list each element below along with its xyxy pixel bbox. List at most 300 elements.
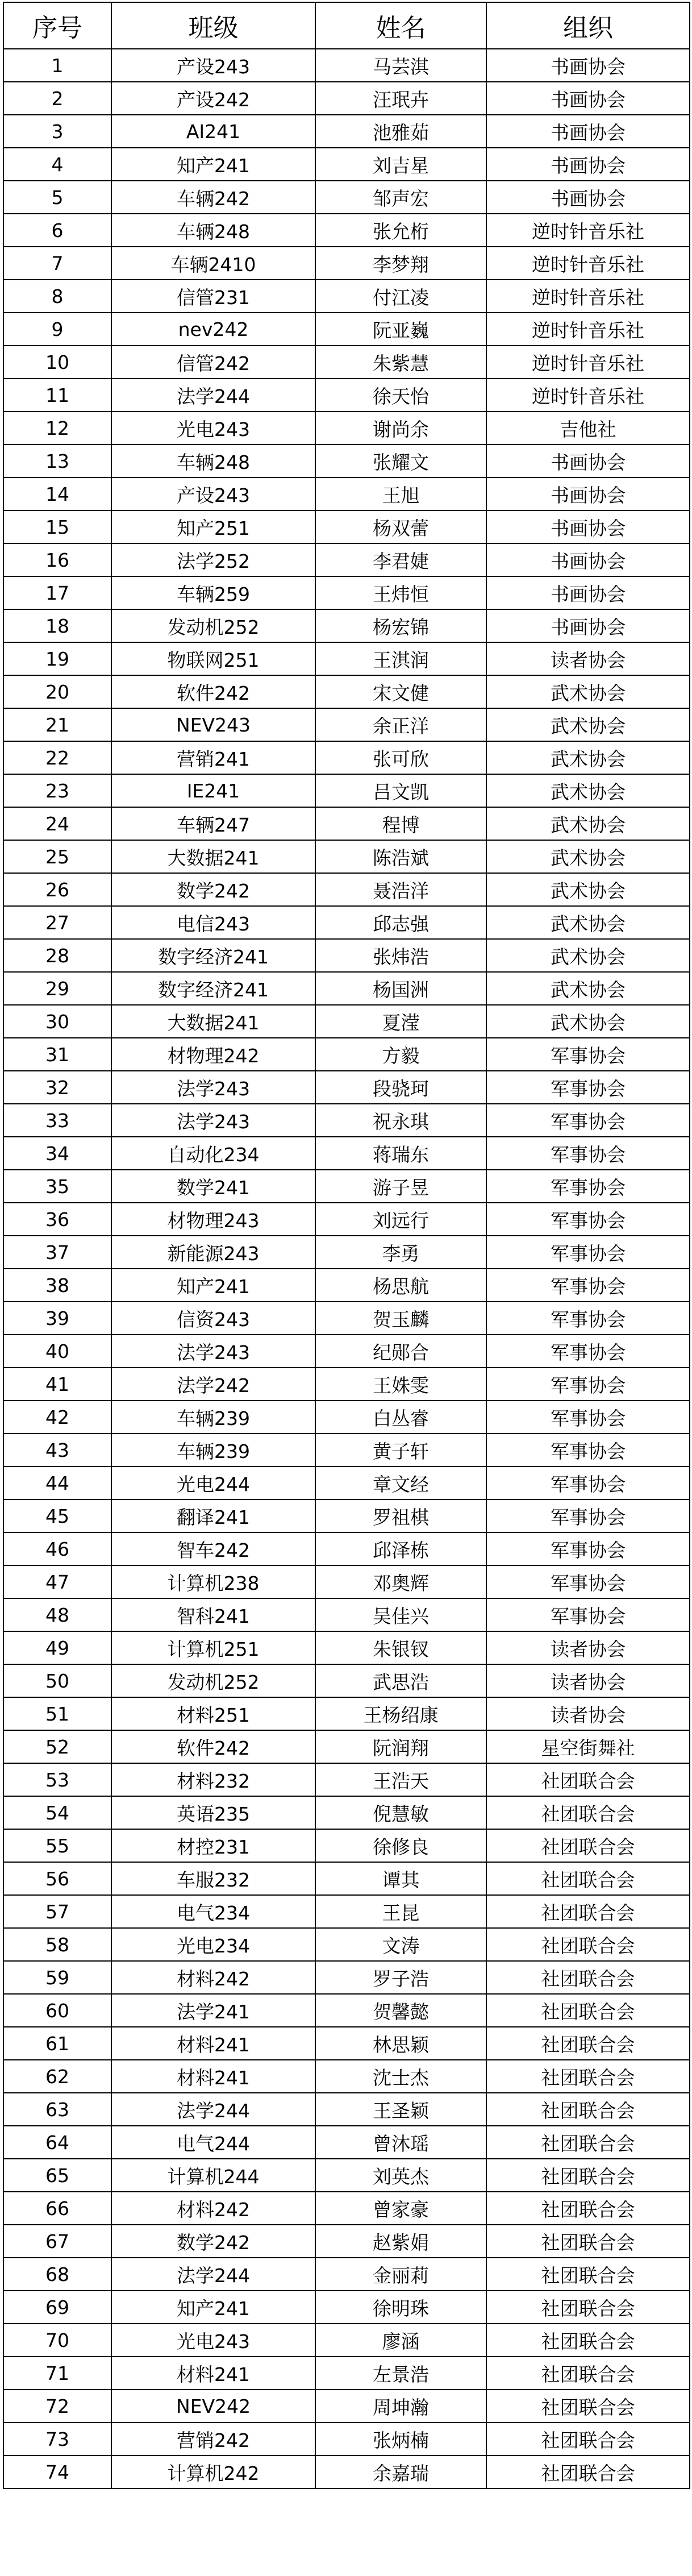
cell-class: 智科241 [111, 1598, 315, 1631]
cell-organization: 武术协会 [486, 807, 690, 840]
cell-number: 43 [3, 1434, 111, 1466]
table-row [3, 1005, 690, 1038]
cell-organization: 社团联合会 [486, 2324, 690, 2357]
cell-name: 白丛睿 [315, 1401, 486, 1434]
cell-name: 徐天怡 [315, 379, 486, 412]
cell-organization: 军事协会 [486, 1335, 690, 1368]
table-row [3, 675, 690, 708]
cell-number: 63 [3, 2093, 111, 2126]
cell-class: 车辆248 [111, 444, 315, 477]
table-row [3, 510, 690, 543]
cell-organization: 逆时针音乐社 [486, 313, 690, 346]
cell-class: AI241 [111, 115, 315, 148]
cell-organization: 星空街舞社 [486, 1730, 690, 1763]
table-row [3, 1763, 690, 1796]
cell-organization: 社团联合会 [486, 2291, 690, 2324]
cell-organization: 军事协会 [486, 1368, 690, 1401]
cell-class: 电气234 [111, 1895, 315, 1928]
cell-name: 曾沐瑶 [315, 2126, 486, 2159]
table-row [3, 1269, 690, 1302]
cell-organization: 读者协会 [486, 1664, 690, 1697]
cell-name: 廖涵 [315, 2324, 486, 2357]
cell-name: 余嘉瑞 [315, 2455, 486, 2488]
table-row [3, 1499, 690, 1532]
cell-organization: 社团联合会 [486, 2192, 690, 2225]
cell-class: 发动机252 [111, 1664, 315, 1697]
table-row [3, 1796, 690, 1829]
cell-organization: 社团联合会 [486, 1895, 690, 1928]
cell-name: 付江凌 [315, 280, 486, 313]
cell-number: 60 [3, 1994, 111, 2027]
cell-class: 计算机251 [111, 1631, 315, 1664]
cell-class: 知产251 [111, 510, 315, 543]
table-row [3, 1466, 690, 1499]
table-row [3, 2093, 690, 2126]
cell-organization: 军事协会 [486, 1071, 690, 1104]
cell-organization: 社团联合会 [486, 2126, 690, 2159]
table-row [3, 49, 690, 82]
cell-class: 车服232 [111, 1862, 315, 1895]
cell-number: 13 [3, 444, 111, 477]
cell-number: 70 [3, 2324, 111, 2357]
table-row [3, 2060, 690, 2093]
cell-name: 沈士杰 [315, 2060, 486, 2093]
cell-organization: 武术协会 [486, 675, 690, 708]
table-row [3, 346, 690, 379]
cell-class: 车辆259 [111, 576, 315, 609]
table-row [3, 2225, 690, 2258]
cell-number: 11 [3, 379, 111, 412]
cell-class: 车辆2410 [111, 247, 315, 280]
cell-number: 19 [3, 642, 111, 675]
cell-name: 宋文健 [315, 675, 486, 708]
cell-name: 李勇 [315, 1236, 486, 1269]
cell-class: 法学243 [111, 1104, 315, 1137]
table-row [3, 708, 690, 741]
cell-name: 刘远行 [315, 1203, 486, 1236]
cell-name: 吴佳兴 [315, 1598, 486, 1631]
cell-number: 48 [3, 1598, 111, 1631]
table-row [3, 2192, 690, 2225]
cell-number: 2 [3, 82, 111, 115]
cell-number: 23 [3, 774, 111, 807]
cell-number: 36 [3, 1203, 111, 1236]
cell-class: 信管231 [111, 280, 315, 313]
table-row [3, 1730, 690, 1763]
cell-name: 王浩天 [315, 1763, 486, 1796]
cell-name: 王淇润 [315, 642, 486, 675]
cell-class: 车辆239 [111, 1434, 315, 1466]
cell-name: 蒋瑞东 [315, 1137, 486, 1170]
cell-organization: 社团联合会 [486, 2423, 690, 2455]
table-row [3, 1532, 690, 1565]
cell-name: 武思浩 [315, 1664, 486, 1697]
cell-name: 章文经 [315, 1466, 486, 1499]
cell-number: 6 [3, 214, 111, 247]
cell-class: 数学242 [111, 873, 315, 906]
cell-organization: 社团联合会 [486, 2390, 690, 2423]
cell-organization: 社团联合会 [486, 2455, 690, 2488]
cell-class: 法学243 [111, 1071, 315, 1104]
table-row [3, 906, 690, 939]
cell-number: 35 [3, 1170, 111, 1203]
cell-class: 光电244 [111, 1466, 315, 1499]
cell-number: 44 [3, 1466, 111, 1499]
cell-organization: 武术协会 [486, 708, 690, 741]
cell-class: 光电243 [111, 412, 315, 444]
table-row [3, 2291, 690, 2324]
cell-class: IE241 [111, 774, 315, 807]
cell-class: 数字经济241 [111, 972, 315, 1005]
table-row [3, 609, 690, 642]
table-row [3, 1829, 690, 1862]
cell-class: 光电243 [111, 2324, 315, 2357]
cell-number: 1 [3, 49, 111, 82]
cell-name: 张可欣 [315, 741, 486, 774]
cell-organization: 书画协会 [486, 477, 690, 510]
cell-name: 张允桁 [315, 214, 486, 247]
cell-name: 游子昱 [315, 1170, 486, 1203]
table-row [3, 1928, 690, 1961]
cell-class: 材料241 [111, 2357, 315, 2390]
cell-class: 数字经济241 [111, 939, 315, 972]
table-row [3, 2357, 690, 2390]
cell-number: 39 [3, 1302, 111, 1335]
cell-organization: 武术协会 [486, 906, 690, 939]
table-row [3, 1697, 690, 1730]
table-row [3, 1236, 690, 1269]
table-row [3, 1071, 690, 1104]
cell-number: 9 [3, 313, 111, 346]
cell-organization: 军事协会 [486, 1236, 690, 1269]
table-row [3, 247, 690, 280]
cell-number: 16 [3, 543, 111, 576]
cell-organization: 逆时针音乐社 [486, 346, 690, 379]
cell-name: 曾家豪 [315, 2192, 486, 2225]
cell-class: nev242 [111, 313, 315, 346]
cell-class: 产设243 [111, 49, 315, 82]
cell-name: 刘英杰 [315, 2159, 486, 2192]
cell-class: 电气244 [111, 2126, 315, 2159]
cell-name: 张耀文 [315, 444, 486, 477]
cell-name: 杨宏锦 [315, 609, 486, 642]
cell-class: 发动机252 [111, 609, 315, 642]
table-row [3, 1598, 690, 1631]
cell-organization: 书画协会 [486, 82, 690, 115]
cell-name: 吕文凯 [315, 774, 486, 807]
cell-name: 徐修良 [315, 1829, 486, 1862]
cell-organization: 军事协会 [486, 1532, 690, 1565]
cell-number: 55 [3, 1829, 111, 1862]
cell-class: 车辆247 [111, 807, 315, 840]
table-row [3, 2027, 690, 2060]
cell-organization: 军事协会 [486, 1038, 690, 1071]
cell-number: 26 [3, 873, 111, 906]
cell-organization: 社团联合会 [486, 1994, 690, 2027]
cell-organization: 军事协会 [486, 1466, 690, 1499]
cell-number: 66 [3, 2192, 111, 2225]
table-row [3, 181, 690, 214]
cell-organization: 书画协会 [486, 510, 690, 543]
cell-name: 池雅茹 [315, 115, 486, 148]
table-header [3, 2, 690, 49]
cell-class: 自动化234 [111, 1137, 315, 1170]
cell-organization: 军事协会 [486, 1302, 690, 1335]
table-row [3, 1368, 690, 1401]
column-header-organization: 组织 [486, 2, 690, 49]
cell-organization: 武术协会 [486, 774, 690, 807]
cell-number: 30 [3, 1005, 111, 1038]
cell-organization: 武术协会 [486, 972, 690, 1005]
table-row [3, 939, 690, 972]
cell-number: 12 [3, 412, 111, 444]
cell-name: 王昆 [315, 1895, 486, 1928]
table-row [3, 214, 690, 247]
cell-organization: 书画协会 [486, 115, 690, 148]
cell-number: 42 [3, 1401, 111, 1434]
cell-class: 营销242 [111, 2423, 315, 2455]
cell-organization: 社团联合会 [486, 2093, 690, 2126]
cell-organization: 吉他社 [486, 412, 690, 444]
cell-organization: 读者协会 [486, 1631, 690, 1664]
cell-name: 张炜浩 [315, 939, 486, 972]
cell-number: 38 [3, 1269, 111, 1302]
cell-class: 法学243 [111, 1335, 315, 1368]
table-row [3, 379, 690, 412]
table-row [3, 412, 690, 444]
cell-class: 信管242 [111, 346, 315, 379]
cell-number: 49 [3, 1631, 111, 1664]
cell-number: 37 [3, 1236, 111, 1269]
table-row [3, 1565, 690, 1598]
cell-number: 47 [3, 1565, 111, 1598]
cell-number: 54 [3, 1796, 111, 1829]
cell-number: 73 [3, 2423, 111, 2455]
cell-name: 周坤瀚 [315, 2390, 486, 2423]
cell-class: 智车242 [111, 1532, 315, 1565]
cell-class: 法学252 [111, 543, 315, 576]
cell-organization: 社团联合会 [486, 1961, 690, 1994]
cell-class: 法学244 [111, 2258, 315, 2291]
table-row [3, 1302, 690, 1335]
cell-number: 68 [3, 2258, 111, 2291]
cell-number: 46 [3, 1532, 111, 1565]
cell-organization: 军事协会 [486, 1269, 690, 1302]
cell-name: 祝永琪 [315, 1104, 486, 1137]
cell-name: 程博 [315, 807, 486, 840]
cell-organization: 武术协会 [486, 741, 690, 774]
cell-class: 软件242 [111, 1730, 315, 1763]
cell-number: 52 [3, 1730, 111, 1763]
cell-number: 61 [3, 2027, 111, 2060]
cell-name: 左景浩 [315, 2357, 486, 2390]
cell-class: 光电234 [111, 1928, 315, 1961]
cell-organization: 书画协会 [486, 444, 690, 477]
cell-name: 谢尚余 [315, 412, 486, 444]
cell-organization: 逆时针音乐社 [486, 379, 690, 412]
table-row [3, 2159, 690, 2192]
cell-name: 赵紫娟 [315, 2225, 486, 2258]
cell-organization: 社团联合会 [486, 2357, 690, 2390]
cell-organization: 社团联合会 [486, 1829, 690, 1862]
table-row [3, 807, 690, 840]
cell-class: 翻译241 [111, 1499, 315, 1532]
cell-name: 谭其 [315, 1862, 486, 1895]
table-row [3, 1631, 690, 1664]
cell-name: 夏滢 [315, 1005, 486, 1038]
table-row [3, 2390, 690, 2423]
cell-number: 14 [3, 477, 111, 510]
table-row [3, 1862, 690, 1895]
cell-organization: 军事协会 [486, 1401, 690, 1434]
cell-name: 阮润翔 [315, 1730, 486, 1763]
cell-number: 15 [3, 510, 111, 543]
cell-organization: 书画协会 [486, 576, 690, 609]
cell-number: 50 [3, 1664, 111, 1697]
cell-name: 倪慧敏 [315, 1796, 486, 1829]
table-row [3, 972, 690, 1005]
table-row [3, 2258, 690, 2291]
cell-organization: 武术协会 [486, 1005, 690, 1038]
cell-class: 计算机242 [111, 2455, 315, 2488]
cell-class: 大数据241 [111, 840, 315, 873]
cell-number: 51 [3, 1697, 111, 1730]
cell-class: 知产241 [111, 2291, 315, 2324]
cell-name: 罗祖棋 [315, 1499, 486, 1532]
cell-organization: 社团联合会 [486, 1862, 690, 1895]
cell-number: 3 [3, 115, 111, 148]
cell-number: 45 [3, 1499, 111, 1532]
cell-name: 阮亚巍 [315, 313, 486, 346]
cell-name: 张炳楠 [315, 2423, 486, 2455]
cell-class: 信资243 [111, 1302, 315, 1335]
cell-class: 车辆242 [111, 181, 315, 214]
cell-organization: 书画协会 [486, 609, 690, 642]
cell-organization: 书画协会 [486, 543, 690, 576]
cell-name: 汪珉卉 [315, 82, 486, 115]
cell-organization: 社团联合会 [486, 1928, 690, 1961]
cell-name: 王旭 [315, 477, 486, 510]
cell-name: 贺玉麟 [315, 1302, 486, 1335]
cell-name: 杨国洲 [315, 972, 486, 1005]
cell-class: 大数据241 [111, 1005, 315, 1038]
cell-organization: 社团联合会 [486, 1796, 690, 1829]
cell-name: 徐明珠 [315, 2291, 486, 2324]
cell-class: 计算机244 [111, 2159, 315, 2192]
cell-organization: 社团联合会 [486, 2159, 690, 2192]
cell-number: 18 [3, 609, 111, 642]
table-row [3, 1961, 690, 1994]
table-row [3, 1335, 690, 1368]
cell-number: 24 [3, 807, 111, 840]
cell-class: 产设243 [111, 477, 315, 510]
cell-class: 数学241 [111, 1170, 315, 1203]
cell-class: NEV242 [111, 2390, 315, 2423]
table-row [3, 1664, 690, 1697]
cell-number: 71 [3, 2357, 111, 2390]
cell-organization: 社团联合会 [486, 1763, 690, 1796]
cell-class: 软件242 [111, 675, 315, 708]
cell-class: 电信243 [111, 906, 315, 939]
cell-class: 材料232 [111, 1763, 315, 1796]
cell-number: 33 [3, 1104, 111, 1137]
cell-name: 聂浩洋 [315, 873, 486, 906]
table-row [3, 1038, 690, 1071]
cell-number: 64 [3, 2126, 111, 2159]
cell-class: 计算机238 [111, 1565, 315, 1598]
cell-name: 邹声宏 [315, 181, 486, 214]
cell-class: 新能源243 [111, 1236, 315, 1269]
cell-number: 5 [3, 181, 111, 214]
table-row [3, 543, 690, 576]
cell-organization: 军事协会 [486, 1137, 690, 1170]
cell-organization: 军事协会 [486, 1203, 690, 1236]
column-header-name: 姓名 [315, 2, 486, 49]
cell-organization: 读者协会 [486, 642, 690, 675]
table-row [3, 1203, 690, 1236]
cell-name: 朱银钗 [315, 1631, 486, 1664]
cell-organization: 逆时针音乐社 [486, 247, 690, 280]
cell-class: 法学244 [111, 379, 315, 412]
table-row [3, 642, 690, 675]
table-row [3, 576, 690, 609]
cell-number: 17 [3, 576, 111, 609]
cell-class: 材料251 [111, 1697, 315, 1730]
cell-class: 车辆239 [111, 1401, 315, 1434]
cell-name: 王炜恒 [315, 576, 486, 609]
cell-organization: 读者协会 [486, 1697, 690, 1730]
cell-name: 王姝雯 [315, 1368, 486, 1401]
cell-organization: 社团联合会 [486, 2060, 690, 2093]
cell-name: 罗子浩 [315, 1961, 486, 1994]
table-row [3, 280, 690, 313]
cell-number: 58 [3, 1928, 111, 1961]
table-row [3, 444, 690, 477]
cell-number: 72 [3, 2390, 111, 2423]
cell-class: 材物理242 [111, 1038, 315, 1071]
cell-number: 21 [3, 708, 111, 741]
cell-number: 34 [3, 1137, 111, 1170]
table-row [3, 2455, 690, 2488]
cell-class: 材料241 [111, 2060, 315, 2093]
table-row [3, 741, 690, 774]
table-row [3, 873, 690, 906]
cell-name: 邓奥辉 [315, 1565, 486, 1598]
column-header-class: 班级 [111, 2, 315, 49]
cell-name: 马芸淇 [315, 49, 486, 82]
table-row [3, 115, 690, 148]
roster-table [3, 2, 690, 2489]
column-header-number: 序号 [3, 2, 111, 49]
cell-number: 27 [3, 906, 111, 939]
cell-number: 29 [3, 972, 111, 1005]
cell-name: 金丽莉 [315, 2258, 486, 2291]
cell-name: 陈浩斌 [315, 840, 486, 873]
cell-name: 黄子轩 [315, 1434, 486, 1466]
cell-number: 41 [3, 1368, 111, 1401]
cell-name: 杨双蕾 [315, 510, 486, 543]
cell-number: 28 [3, 939, 111, 972]
cell-class: NEV243 [111, 708, 315, 741]
cell-organization: 军事协会 [486, 1104, 690, 1137]
cell-class: 物联网251 [111, 642, 315, 675]
cell-number: 69 [3, 2291, 111, 2324]
table-row [3, 1137, 690, 1170]
cell-class: 产设242 [111, 82, 315, 115]
cell-class: 知产241 [111, 148, 315, 181]
cell-name: 李梦翔 [315, 247, 486, 280]
cell-class: 材控231 [111, 1829, 315, 1862]
